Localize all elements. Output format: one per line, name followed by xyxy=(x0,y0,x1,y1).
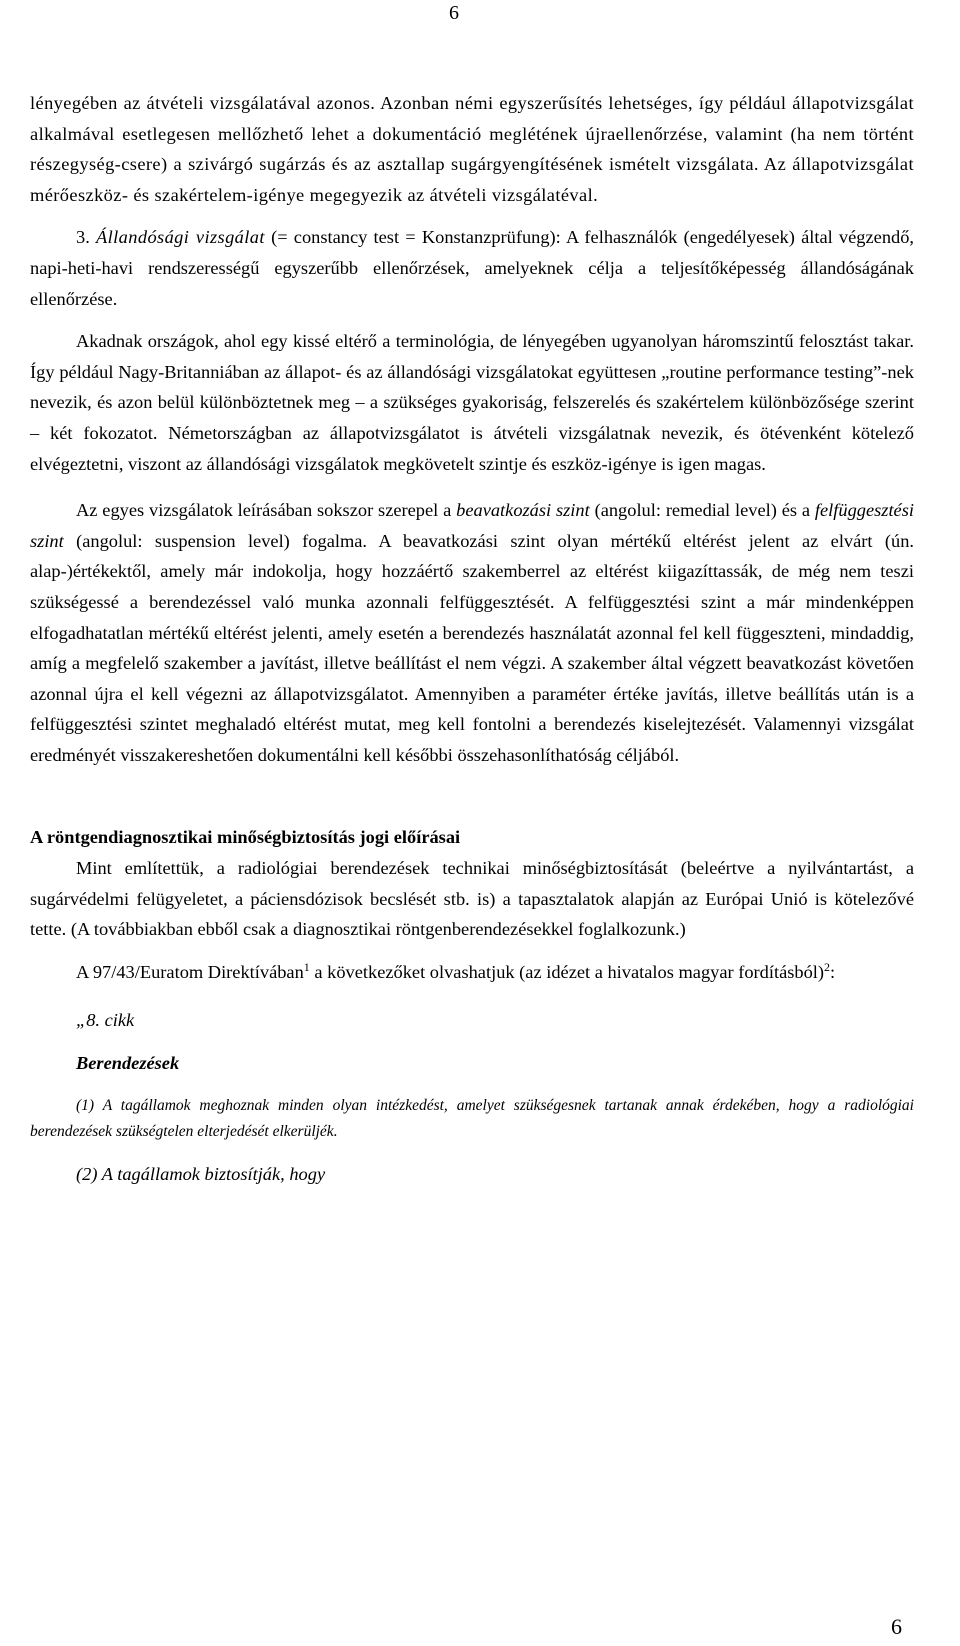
paragraph-text: A 97/43/Euratom Direktívában xyxy=(76,961,304,982)
paragraph-eu-requirements: Mint említettük, a radiológiai berendezések technikai minőségbiztosítását (beleértve a nyilvántartást, a sugárvédelmi felügyeletet, a páciensdózisok becslését stb. is) a tapasztalatok alapján az Európai Unió is kötelezővé tette. (A továbbiakban ebből csak a diagnosztikai röntgenberendezésekkel foglalkozunk.) xyxy=(30,858,914,940)
paragraph-intervention-levels xyxy=(30,495,914,770)
page-number-bottom: 6 xyxy=(891,1614,902,1639)
paragraph-text: (= constancy test = Konstanzprüfung): A felhasználók (engedélyesek) által végzendő, napi-heti-havi rendszerességű egyszerűbb ellenőrzések, amelyeknek célja a teljesítőképesség állandóságának ellenőrzése. xyxy=(30,227,914,309)
term-constancy-test: Állandósági vizsgálat xyxy=(96,227,265,248)
document-body xyxy=(30,88,914,1189)
term-suspension-level: felfüggesztési szint xyxy=(30,500,914,551)
quote-paragraph-2: (2) A tagállamok biztosítják, hogy xyxy=(76,1163,326,1184)
paragraph-constancy-test xyxy=(30,222,914,314)
paragraph-continuation: lényegében az átvételi vizsgálatával azonos. Azonban némi egyszerűsítés lehetséges, így például állapotvizsgálat alkalmával esetlegesen mellőzhető lehet a dokumentáció meglétének újraellenőrzése, valamint (ha nem történt részegység-csere) a szivárgó sugárzás és az asztallap sugárgyengítésének ismételt vizsgálata. Az állapotvizsgálat mérőeszköz- és szakértelem-igénye megegyezik az átvételi vizsgálatéval. xyxy=(30,93,914,205)
quote-heading: Berendezések xyxy=(76,1053,180,1074)
list-number: 3. xyxy=(76,227,96,248)
paragraph-text: Az egyes vizsgálatok leírásában sokszor szerepel a xyxy=(76,500,457,521)
paragraph-text: : xyxy=(830,961,836,982)
section-heading: A röntgendiagnosztikai minőségbiztosítás jogi előírásai xyxy=(30,827,461,848)
quote-paragraph-1: (1) A tagállamok meghoznak minden olyan intézkedést, amelyet szükségesnek tartanak annak érdekében, hogy a radiológiai berendezések szükségtelen elterjedését elkerüljék. xyxy=(30,1096,914,1140)
footnote-ref-1[interactable]: 1 xyxy=(303,959,310,974)
paragraph-text: (angolul: remedial level) és a xyxy=(589,500,815,521)
term-remedial-level: beavatkozási szint xyxy=(456,500,590,521)
paragraph-terminology: Akadnak országok, ahol egy kissé eltérő a terminológia, de lényegében ugyanolyan háromszintű felosztást takar. Így például Nagy-Britanniában az állapot- és az állandósági vizsgálatokat együttesen „routine performance testing”-nek nevezik, és azon belül különböztetnek meg – a szükséges gyakoriság, felszerelés és szakértelem különbözősége szerint – két fokozatot. Németországban az állapotvizsgálatot is átvételi vizsgálatnak nevezik, és ötévenként kötelező elvégeztetni, viszont az állandósági vizsgálatok megkövetelt szintje és eszköz-igénye is igen magas. xyxy=(30,331,914,474)
page-number-top: 6 xyxy=(449,2,459,24)
quote-article-number: „8. cikk xyxy=(76,1010,135,1031)
footnote-ref-2[interactable]: 2 xyxy=(824,959,831,974)
paragraph-text: (angolul: suspension level) fogalma. A beavatkozási szint olyan mértékű eltérést jelent az elvárt (ún. alap-)értékektől, amely már indokolja, hogy hozzáértő szakemberrel az eltérést kiigazíttassák, de még nem teszi szükségessé a berendezéssel való munka azonnali felfüggesztését. A felfüggesztési szint a már mindenképpen elfogadhatatlan mértékű eltérést jelenti, amely esetén a berendezés használatát azonnal fel kell függeszteni, mindaddig, amíg a megfelelő szakember a javítást, illetve beállítást el nem végzi. A szakember által végzett beavatkozást követően azonnal újra el kell végezni az állapotvizsgálatot. Amennyiben a paraméter értéke javítás, illetve beállítás után is a felfüggesztési szintet meghaladó eltérést mutat, meg kell fontolni a berendezés kiselejtezését. Valamennyi vizsgálat eredményét visszakereshetően dokumentálni kell későbbi összehasonlíthatóság céljából. xyxy=(30,530,914,765)
paragraph-directive xyxy=(30,957,914,988)
paragraph-text: a következőket olvashatjuk (az idézet a hivatalos magyar fordításból) xyxy=(309,961,825,982)
